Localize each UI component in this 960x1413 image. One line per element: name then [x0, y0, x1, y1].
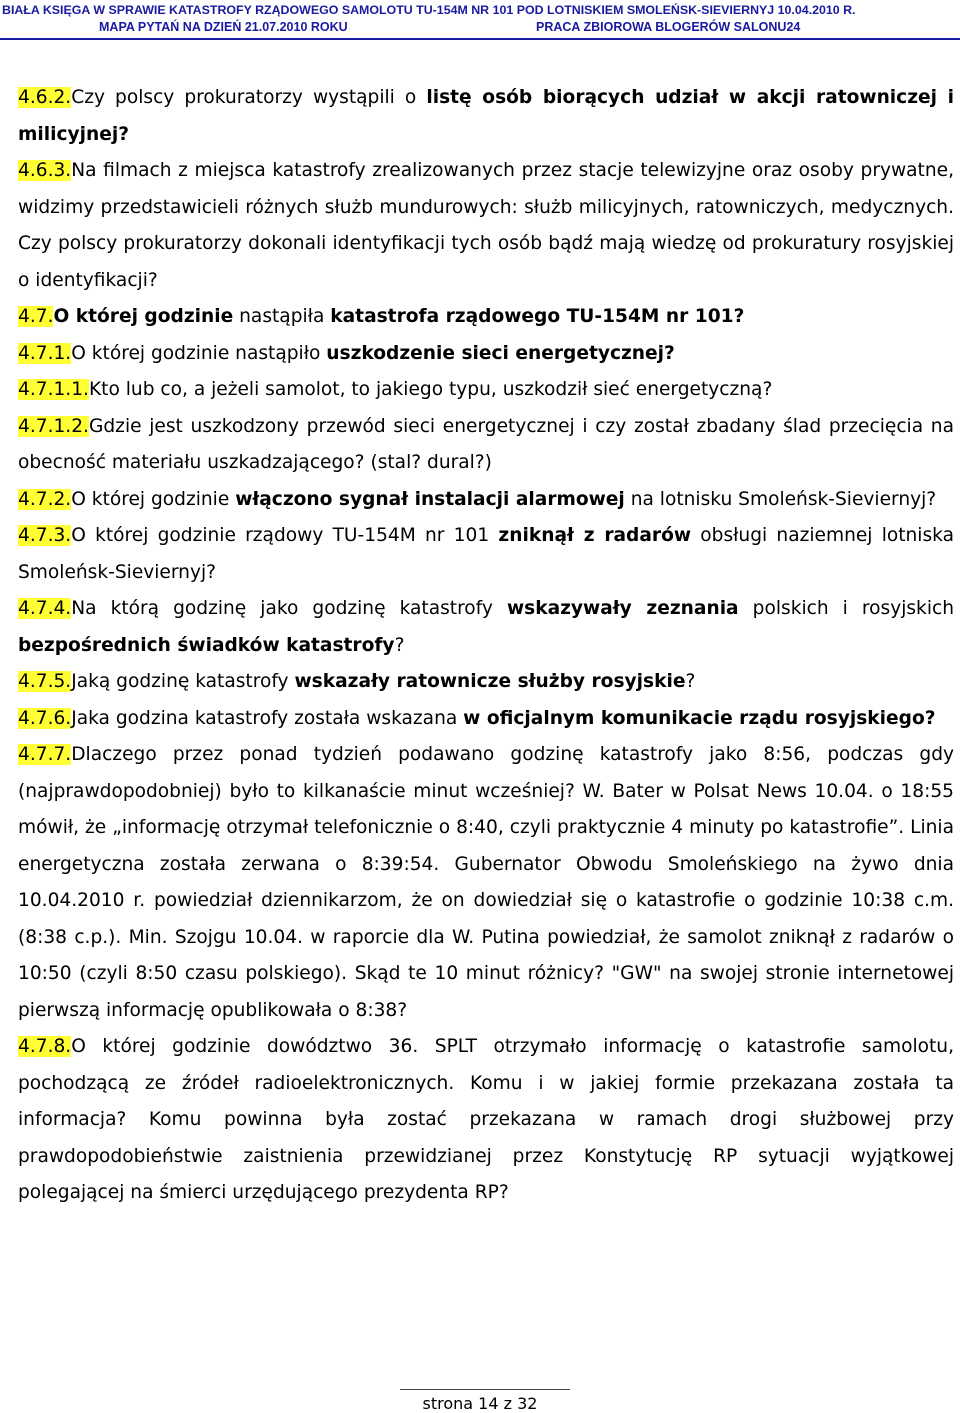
page-header — [0, 0, 960, 58]
question-text: Jaką godzinę katastrofy — [71, 671, 295, 692]
question-text: Na którą godzinę jako godzinę katastrofy — [71, 598, 507, 619]
question-text: O której godzinie — [71, 488, 236, 510]
question-item — [18, 664, 954, 701]
question-number: 4.7.1.1. — [18, 379, 89, 400]
question-text: Na filmach z miejsca katastrofy zrealizowanych przez stacje telewizyjne oraz osoby prywatne, widzimy przedstawicieli różnych służb mundurowych: służb milicyjnych, ratowniczych, medycznych. Czy polscy prokuratorzy dokonali identyfikacji tych osób bądź mają wiedzę od prokuratury rosyjskiej o identyfikacji? — [18, 160, 954, 291]
question-item — [18, 737, 954, 1029]
page-number: strona 14 z 32 — [422, 1394, 538, 1413]
question-number: 4.7.3. — [18, 525, 72, 546]
question-text-bold: bezpośrednich świadków katastrofy — [18, 634, 395, 656]
question-number: 4.7.8. — [18, 1036, 72, 1057]
question-text-bold: uszkodzenie sieci energetycznej? — [326, 342, 675, 364]
question-text: Kto lub co, a jeżeli samolot, to jakiego typu, uszkodził sieć energetyczną? — [88, 379, 773, 400]
question-text-bold: O której godzinie — [53, 306, 234, 327]
question-text: Dlaczego przez ponad tydzień podawano godzinę katastrofy jako 8:56, podczas gdy (najprawdopodobniej) było to kilkanaście minut wcześniej? W. Bater w Polsat News 10.04. o 18:55 mówił, że „informację otrzymał telefonicznie o 8:40, czyli praktycznie 4 minuty po katastrofie”. Linia energetyczna została zerwana o 8:39:54. Gubernator Obwodu Smoleńskiego na żywo dnia 10.04.2010 r. powiedział dziennikarzom, że on dowiedział się o katastrofie o godzinie 10:38 c.m. (8:38 c.p.). Min. Szojgu 10.04. w raporcie dla W. Putina powiedział, że samolot zniknął z radarów o 10:50 (czyli 8:50 czasu polskiego). Skąd te 10 minut różnicy? "GW" na swojej stronie internetowej pierwszą informację opublikowała o 8:38? — [18, 744, 954, 1021]
question-text: Jaka godzina katastrofy została wskazana — [71, 707, 464, 729]
question-text: nastąpiła — [233, 306, 331, 327]
question-text: obsługi naziemnej lotniska Smoleńsk-Sieviernyj? — [18, 525, 954, 583]
question-text-bold: zniknął z radarów — [498, 525, 692, 546]
question-text-bold: listę osób biorących udział w akcji ratowniczej i milicyjnej? — [18, 87, 955, 145]
question-item — [18, 701, 954, 738]
footer-rule — [400, 1389, 570, 1390]
question-item — [18, 591, 954, 664]
question-item — [18, 372, 954, 409]
question-number: 4.7.7. — [18, 744, 72, 765]
question-text: O której godzinie nastąpiło — [71, 342, 327, 364]
question-text-bold: katastrofa rządowego TU-154M nr 101? — [330, 306, 745, 327]
header-title: BIAŁA KSIĘGA W SPRAWIE KATASTROFY RZĄDOWEGO SAMOLOTU TU-154M NR 101 POD LOTNISKIEM SMOLEŃSK-SIEVIERNYJ 10.04.2010 R. — [2, 3, 856, 17]
question-item — [18, 153, 954, 299]
question-text-bold: włączono sygnał instalacji alarmowej — [235, 488, 625, 510]
question-item — [18, 299, 954, 336]
question-text: O której godzinie rządowy TU-154M nr 101 — [71, 525, 499, 546]
header-author-line: PRACA ZBIOROWA BLOGERÓW SALONU24 — [536, 20, 801, 34]
question-number: 4.6.2. — [18, 87, 72, 108]
question-number: 4.7.4. — [18, 598, 72, 619]
question-text: polskich i rosyjskich — [738, 598, 954, 619]
question-item — [18, 80, 954, 153]
question-number: 4.7.1. — [18, 342, 72, 364]
question-number: 4.6.3. — [18, 160, 72, 181]
question-item — [18, 336, 954, 373]
question-text: ? — [394, 634, 405, 656]
question-item — [18, 409, 954, 482]
question-number: 4.7.2. — [18, 488, 72, 510]
header-rule — [0, 38, 960, 40]
document-body — [18, 80, 954, 1212]
question-item — [18, 482, 954, 519]
question-number: 4.7. — [18, 306, 54, 327]
question-text: ? — [685, 671, 696, 692]
header-date-line: MAPA PYTAŃ NA DZIEŃ 21.07.2010 ROKU — [99, 20, 348, 34]
question-text: Czy polscy prokuratorzy wystąpili o — [71, 87, 427, 108]
question-number: 4.7.6. — [18, 707, 72, 729]
question-text-bold: wskazywały zeznania — [506, 598, 739, 619]
question-text: Gdzie jest uszkodzony przewód sieci energetycznej i czy został zbadany ślad przecięcia na obecność materiału uszkadzającego? (stal? dural?) — [18, 415, 954, 473]
question-item — [18, 1029, 954, 1212]
question-item — [18, 518, 954, 591]
question-text-bold: w oficjalnym komunikacie rządu rosyjskiego? — [463, 707, 936, 729]
question-text-bold: wskazały ratownicze służby rosyjskie — [294, 671, 686, 692]
question-number: 4.7.5. — [18, 671, 72, 692]
question-text: O której godzinie dowództwo 36. SPLT otrzymało informację o katastrofie samolotu, pochodzącą ze źródeł radioelektronicznych. Komu i w jakiej formie przekazana została ta informacja? Komu powinna była zostać przekazana w ramach drogi służbowej przy prawdopodobieństwie zaistnienia przewidzianej przez Konstytucję RP sytuacji wyjątkowej polegającej na śmierci urzędującego prezydenta RP? — [18, 1036, 954, 1203]
question-text: na lotnisku Smoleńsk-Sieviernyj? — [624, 488, 937, 510]
question-number: 4.7.1.2. — [18, 415, 89, 437]
